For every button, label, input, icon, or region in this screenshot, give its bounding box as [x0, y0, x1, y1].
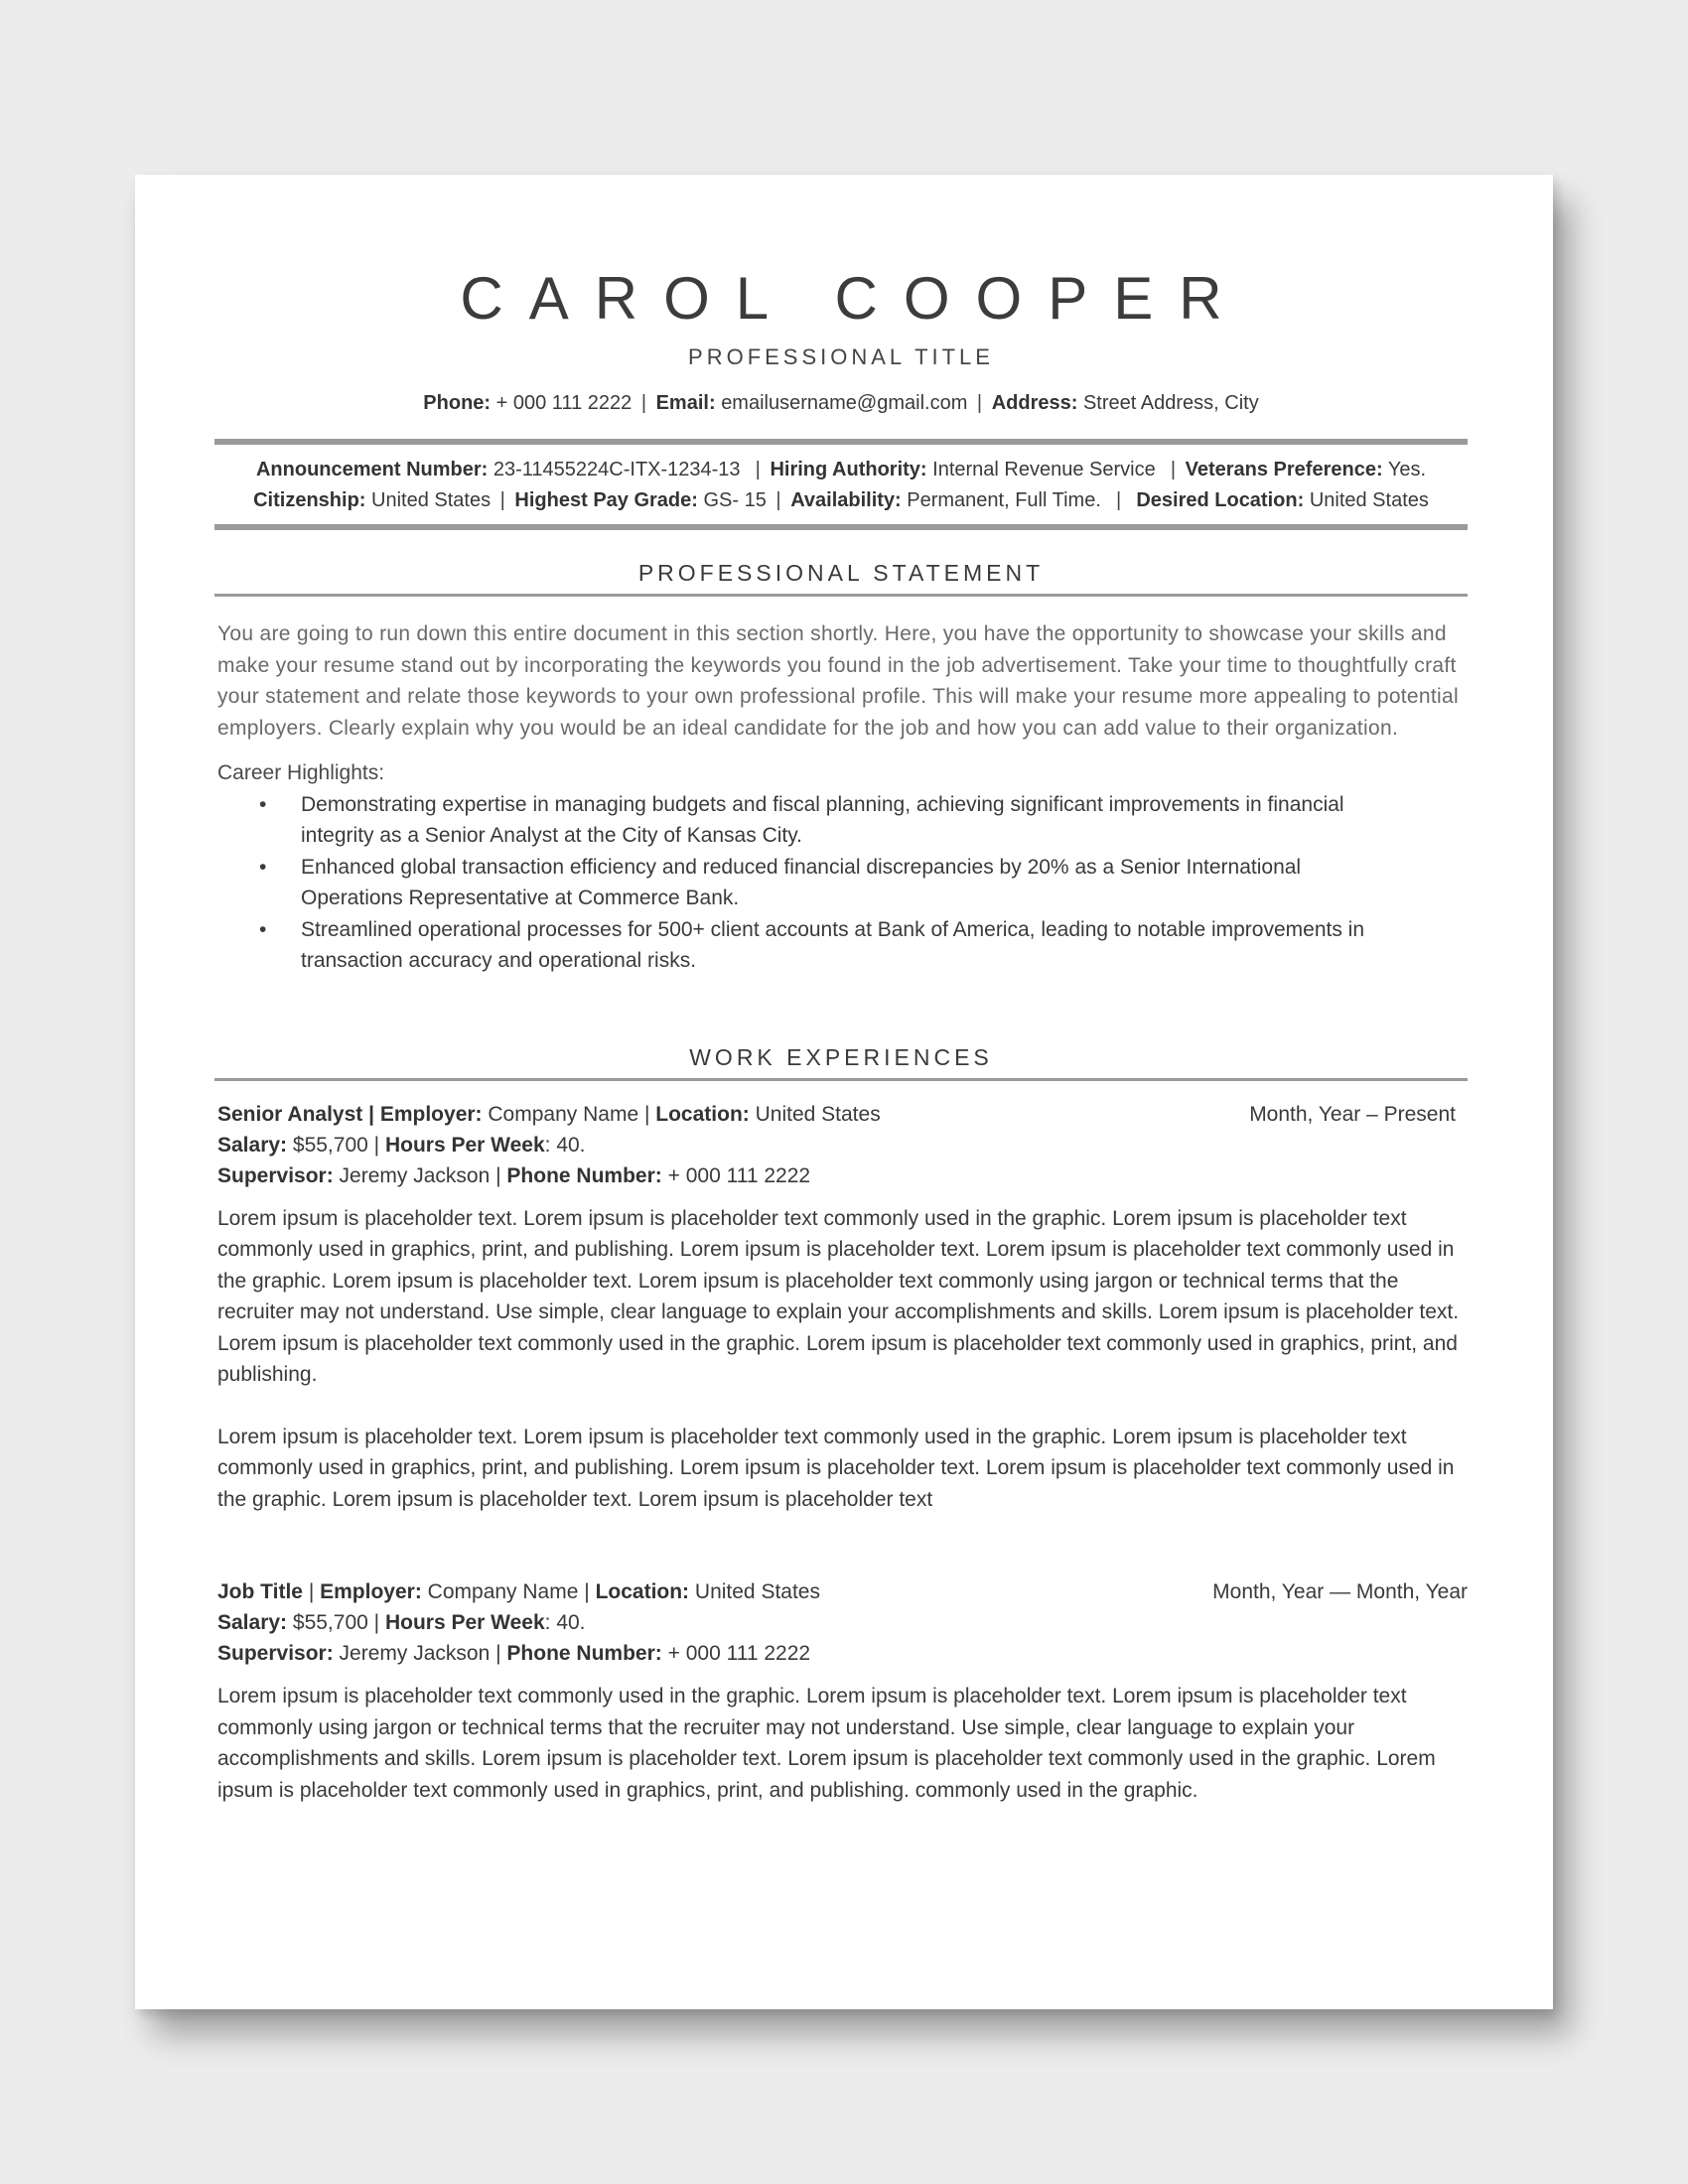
info-line-2 [214, 485, 1468, 516]
address-label: Address: [991, 392, 1078, 414]
hiring-authority-label: Hiring Authority: [770, 459, 927, 480]
separator: | [640, 392, 647, 414]
hours-value: : 40. [544, 1133, 586, 1157]
supervisor-phone-label: Phone Number: [506, 1642, 662, 1665]
job-description [217, 1681, 1468, 1806]
bullet-icon: • [259, 917, 267, 941]
job-paragraph: Lorem ipsum is placeholder text commonly used in the graphic. Lorem ipsum is placeholder text. Lorem ipsum is placeholder text commonly using jargon or technical terms that the recruiter may not understand. Use simple, clear language to explain your accomplishments and skills. Lorem ipsum is placeholder text. Lorem ipsum is placeholder text commonly used in the graphic. Lorem ipsum is placeholder text commonly used in graphics, print, and publishing. commonly used in the graphic. [217, 1685, 1436, 1802]
location-label: Location: [655, 1102, 750, 1126]
separator: | [775, 489, 781, 511]
pay-grade-value: GS- 15 [703, 489, 767, 511]
contact-line [214, 389, 1468, 417]
resume-content [214, 264, 1468, 1806]
employer-value: Company Name [488, 1102, 639, 1126]
job-entry [214, 1576, 1468, 1806]
separator: | [499, 489, 505, 511]
separator: | [373, 1611, 380, 1634]
job-dates: Month, Year — Month, Year [1212, 1580, 1468, 1603]
job-title: Senior Analyst [217, 1102, 363, 1126]
supervisor-phone-value: + 000 111 2222 [667, 1163, 811, 1187]
bullet-icon: • [259, 792, 267, 816]
career-highlights-label: Career Highlights: [217, 761, 385, 784]
email-label: Email: [655, 392, 716, 414]
phone-label: Phone: [423, 392, 492, 414]
hours-label: Hours Per Week [384, 1133, 545, 1157]
job-header [217, 1099, 1468, 1191]
salary-label: Salary: [217, 1133, 288, 1157]
bullet-icon: • [259, 855, 267, 879]
list-item [214, 914, 1468, 977]
separator: | [373, 1133, 380, 1157]
info-line-1 [214, 455, 1468, 485]
salary-label: Salary: [217, 1611, 288, 1634]
location-label: Location: [595, 1580, 690, 1603]
separator: | [976, 392, 983, 414]
veterans-preference-label: Veterans Preference: [1185, 459, 1383, 480]
salary-value: $55,700 [292, 1133, 368, 1157]
job-paragraph: Lorem ipsum is placeholder text. Lorem ipsum is placeholder text commonly used in the graphic. Lorem ipsum is placeholder text commonly used in graphics, print, and publishing. Lorem ipsum is placeholder text. Lorem ipsum is placeholder text commonly used in the graphic. Lorem ipsum is placeholder text. Lorem ipsum is placeholder text [217, 1425, 1455, 1511]
employer-label: Employer: [320, 1580, 422, 1603]
supervisor-value: Jeremy Jackson [339, 1642, 491, 1665]
separator: | [308, 1580, 315, 1603]
supervisor-label: Supervisor: [217, 1642, 334, 1665]
job-paragraph: Lorem ipsum is placeholder text. Lorem ipsum is placeholder text commonly used in the graphic. Lorem ipsum is placeholder text commonly used in graphics, print, and publishing. Lorem ipsum is placeholder text. Lorem ipsum is placeholder text commonly used in the graphic. Lorem ipsum is placeholder text. Lorem ipsum is placeholder text commonly using jargon or technical terms that the recruiter may not understand. Use simple, clear language to explain your accomplishments and skills. Lorem ipsum is placeholder text. Lorem ipsum is placeholder text commonly used in the graphic. Lorem ipsum is placeholder text commonly used in graphics, print, and publishing. [217, 1206, 1460, 1386]
job-header [217, 1576, 1468, 1669]
desired-location-label: Desired Location: [1136, 489, 1305, 511]
desired-location-value: United States [1309, 489, 1429, 511]
professional-statement-text: You are going to run down this entire document in this section shortly. Here, you have the opportunity to showcase your skills and make your resume stand out by incorporating the keywords you found in the job advertisement. Take your time to thoughtfully craft your statement and relate those keywords to your own professional profile. This will make your resume more appealing to potential employers. Clearly explain why you would be an ideal candidate for the job and how you can add value to their organization. [217, 622, 1459, 740]
separator: | [495, 1163, 501, 1187]
job-dates: Month, Year – Present [1249, 1102, 1456, 1126]
separator: | [584, 1580, 590, 1603]
separator: | [1110, 489, 1127, 511]
list-item [214, 852, 1468, 914]
job-line-3 [217, 1638, 1468, 1669]
address-value: Street Address, City [1082, 392, 1259, 414]
hiring-authority-value: Internal Revenue Service [932, 459, 1156, 480]
candidate-name: CAROL COOPER [460, 265, 1248, 332]
availability-label: Availability: [790, 489, 902, 511]
location-value: United States [755, 1102, 881, 1126]
job-entry [214, 1099, 1468, 1516]
location-value: United States [694, 1580, 820, 1603]
highlight-text: Streamlined operational processes for 500+ client accounts at Bank of America, leading to notable improvements in transaction accuracy and operational risks. [301, 917, 1365, 972]
work-experiences-heading: WORK EXPERIENCES [214, 1042, 1468, 1081]
highlight-text: Enhanced global transaction efficiency and reduced financial discrepancies by 20% as a Senior International Operations Representative at Commerce Bank. [301, 855, 1302, 909]
job-line-2 [217, 1607, 1468, 1638]
resume-page [135, 175, 1553, 2009]
professional-statement-heading: PROFESSIONAL STATEMENT [214, 558, 1468, 597]
citizenship-value: United States [371, 489, 492, 511]
supervisor-label: Supervisor: [217, 1163, 334, 1187]
citizenship-label: Citizenship: [253, 489, 366, 511]
phone-value: + 000 111 2222 [495, 392, 633, 414]
separator: | [368, 1102, 374, 1126]
job-description [217, 1203, 1468, 1516]
employer-label: Employer: [379, 1102, 483, 1126]
announcement-value: 23-11455224C-ITX-1234-13 [492, 459, 741, 480]
job-line-3 [217, 1160, 1468, 1191]
separator: | [643, 1102, 650, 1126]
email-value: emailusername@gmail.com [721, 392, 968, 414]
career-highlights-list [214, 789, 1468, 977]
supervisor-phone-label: Phone Number: [506, 1163, 662, 1187]
availability-value: Permanent, Full Time. [907, 489, 1101, 511]
hours-label: Hours Per Week [384, 1611, 545, 1634]
announcement-label: Announcement Number: [255, 459, 489, 480]
supervisor-value: Jeremy Jackson [339, 1163, 491, 1187]
job-line-2 [217, 1130, 1468, 1160]
employer-value: Company Name [427, 1580, 579, 1603]
separator: | [1165, 459, 1177, 480]
supervisor-phone-value: + 000 111 2222 [667, 1642, 811, 1665]
salary-value: $55,700 [292, 1611, 368, 1634]
list-item [214, 789, 1468, 852]
pay-grade-label: Highest Pay Grade: [514, 489, 698, 511]
highlight-text: Demonstrating expertise in managing budgets and fiscal planning, achieving significant improvements in financial integrity as a Senior Analyst at the City of Kansas City. [301, 792, 1344, 847]
veterans-preference-value: Yes. [1387, 459, 1427, 480]
professional-title: PROFESSIONAL TITLE [688, 344, 994, 369]
separator: | [750, 459, 761, 480]
federal-info-box [214, 439, 1468, 530]
separator: | [495, 1642, 501, 1665]
hours-value: : 40. [544, 1611, 586, 1634]
job-title: Job Title [217, 1580, 303, 1603]
